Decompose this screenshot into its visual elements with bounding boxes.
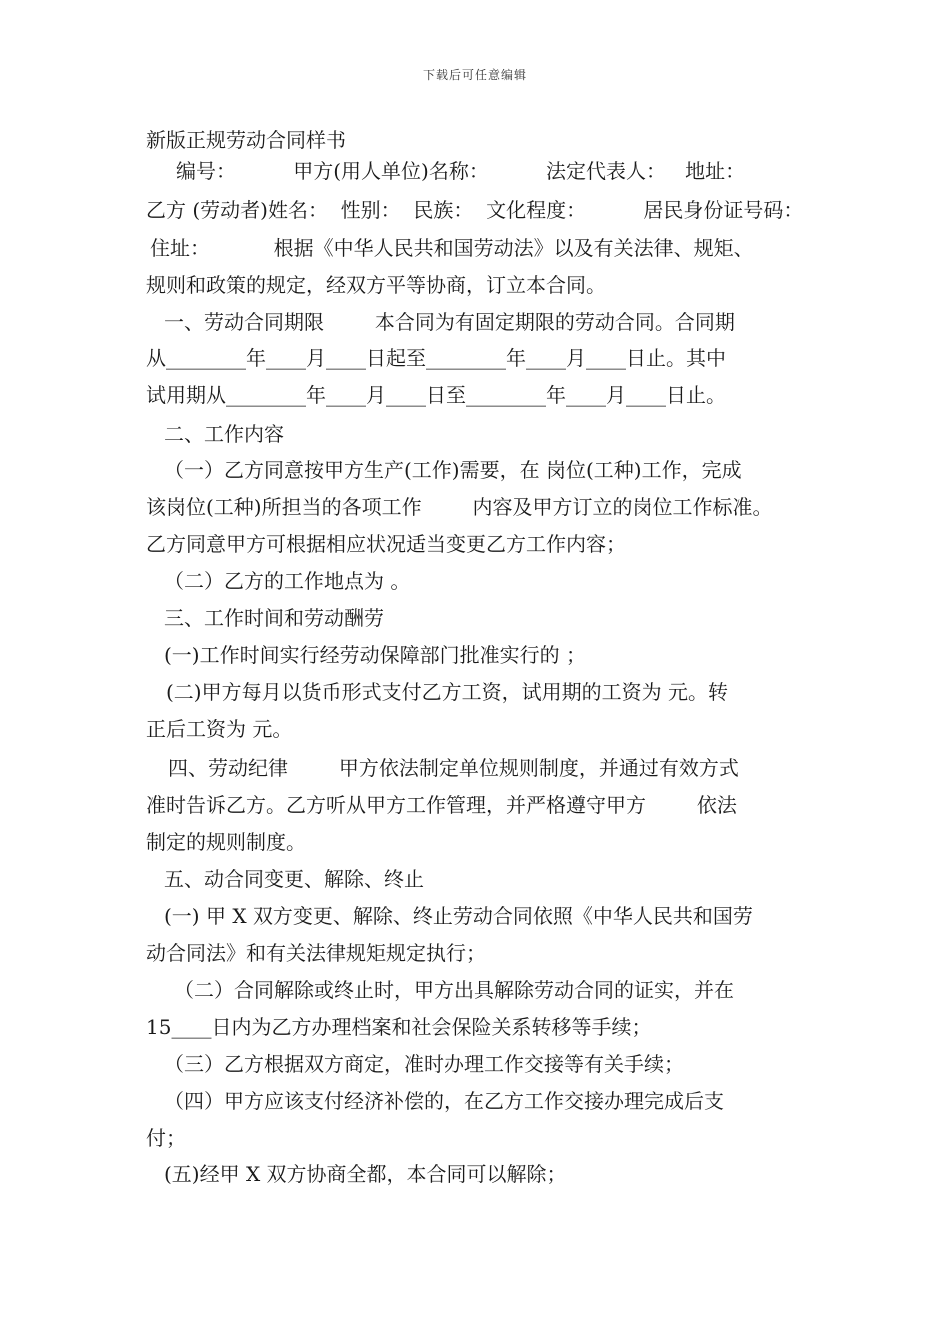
text-line: 该岗位(工种)所担当的各项工作 内容及甲方订立的岗位工作标准。 xyxy=(146,495,773,519)
text-line: 规则和政策的规定，经双方平等协商，订立本合同。 xyxy=(146,273,606,297)
text-line: （三）乙方根据双方商定，准时办理工作交接等有关手续； xyxy=(164,1052,684,1076)
text-line: 动合同法》和有关法律规矩规定执行； xyxy=(146,941,486,965)
text-line: （四）甲方应该支付经济补偿的，在乙方工作交接办理完成后支 xyxy=(164,1089,724,1113)
text-line: 准时告诉乙方。乙方听从甲方工作管理，并严格遵守甲方 依法 xyxy=(146,793,737,817)
text-line: (一) 甲 X 双方变更、解除、终止劳动合同依照《中华人民共和国劳 xyxy=(164,904,753,928)
text-line: 从________年____月____日起至________年____月____日止。其中 xyxy=(146,346,726,370)
text-line: (五)经甲 X 双方协商全都，本合同可以解除； xyxy=(164,1162,567,1186)
text-line: （一）乙方同意按甲方生产(工作)需要，在 岗位(工种)工作，完成 xyxy=(164,458,742,482)
text-line: 乙方同意甲方可根据相应状况适当变更乙方工作内容； xyxy=(146,532,626,556)
section-heading: 五、动合同变更、解除、终止 xyxy=(164,867,424,891)
text-line: (二)甲方每月以货币形式支付乙方工资，试用期的工资为 元。转 xyxy=(166,680,728,704)
section-heading: 四、劳动纪律 甲方依法制定单位规则制度，并通过有效方式 xyxy=(168,756,739,780)
text-line: 住址： 根据《中华人民共和国劳动法》以及有关法律、规矩、 xyxy=(150,236,754,260)
text-line: (一)工作时间实行经劳动保障部门批准实行的 ； xyxy=(164,643,586,667)
text-line: 正后工资为 元。 xyxy=(146,717,293,741)
text-line: （二）合同解除或终止时，甲方出具解除劳动合同的证实，并在 xyxy=(174,978,734,1002)
section-heading: 三、工作时间和劳动酬劳 xyxy=(164,606,384,630)
document-title: 新版正规劳动合同样书 xyxy=(146,128,346,152)
text-line: 付； xyxy=(146,1126,186,1150)
text-line: 乙方 (劳动者)姓名： 性别： 民族： 文化程度： 居民身份证号码： xyxy=(146,198,804,222)
text-line: 试用期从________年____月____日至________年____月____日止。 xyxy=(146,383,726,407)
page-header-note: 下载后可任意编辑 xyxy=(422,68,527,82)
text-line: 编号： 甲方(用人单位)名称： 法定代表人： 地址： xyxy=(176,159,746,183)
text-line: 制定的规则制度。 xyxy=(146,830,306,854)
section-heading: 一、劳动合同期限 本合同为有固定期限的劳动合同。合同期 xyxy=(164,310,735,334)
text-line: （二）乙方的工作地点为 。 xyxy=(164,569,411,593)
section-heading: 二、工作内容 xyxy=(164,422,284,446)
text-line: 15____日内为乙方办理档案和社会保险关系转移等手续； xyxy=(146,1015,652,1039)
